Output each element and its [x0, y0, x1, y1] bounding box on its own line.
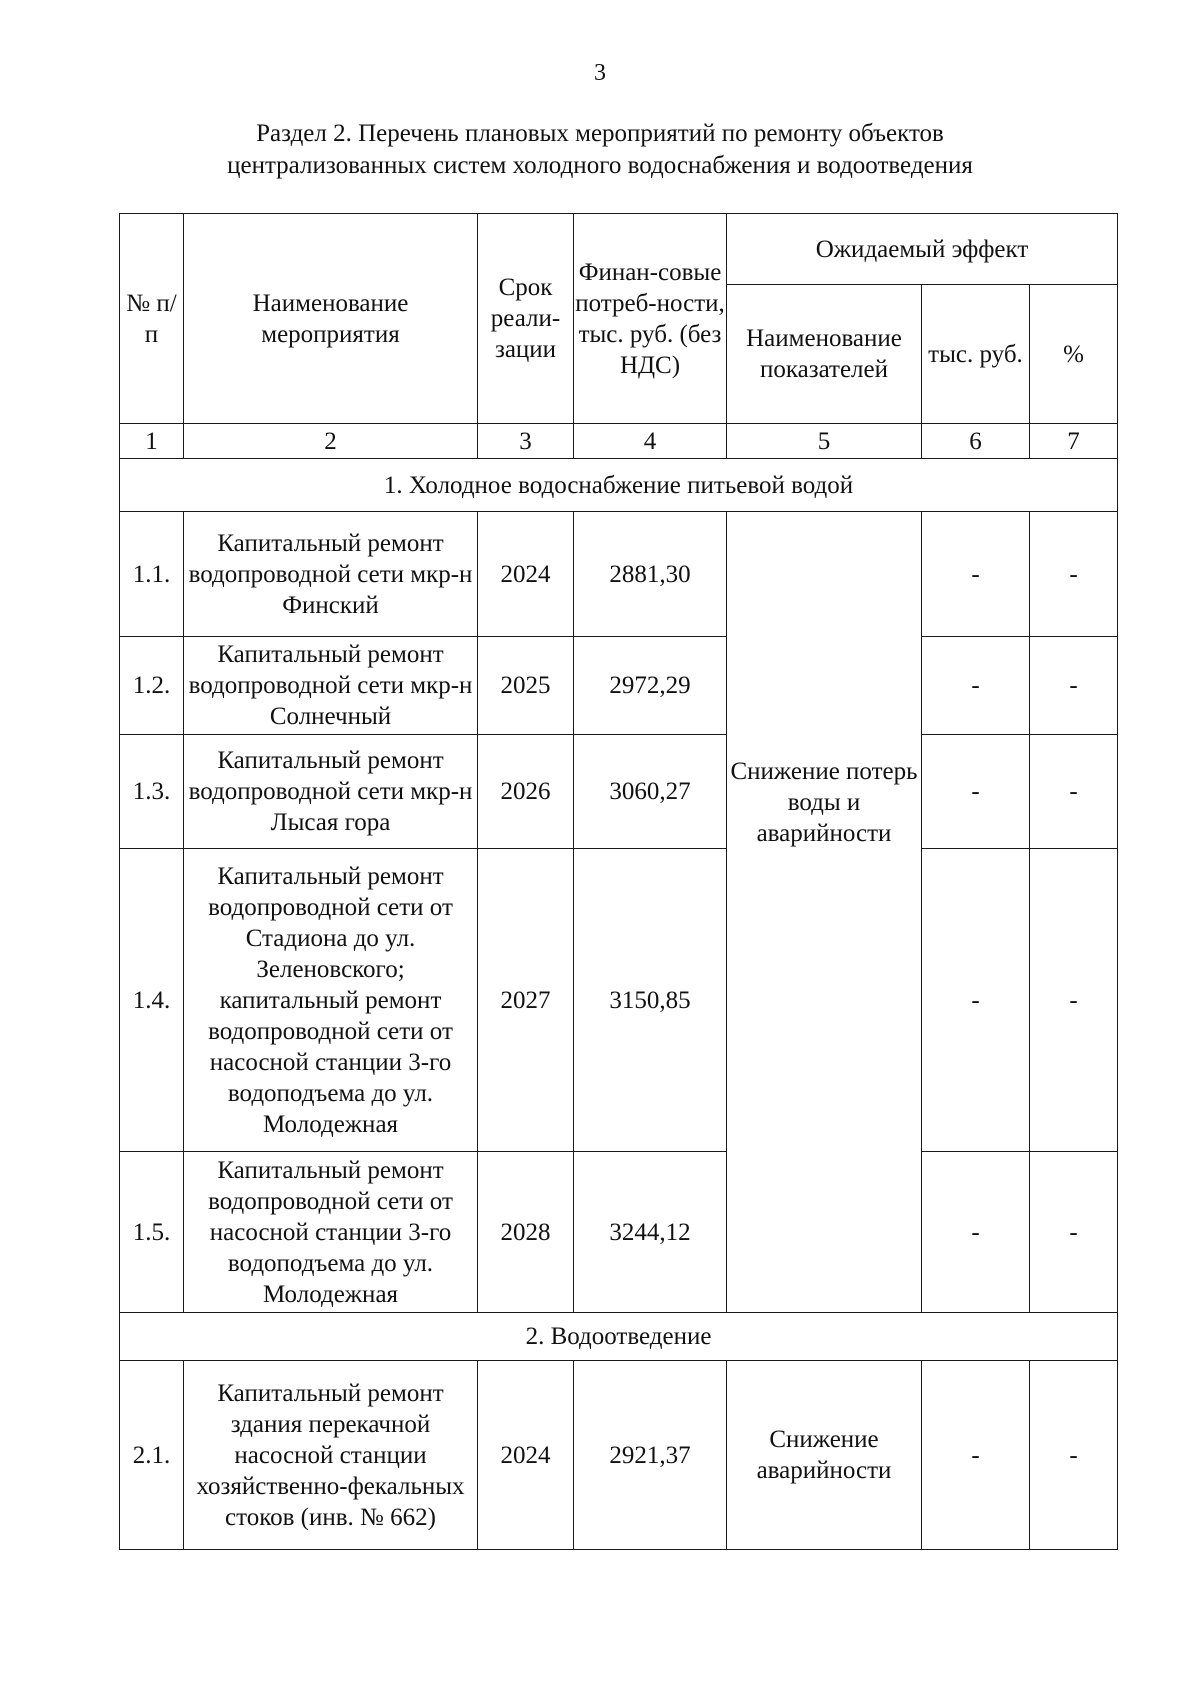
- row-thousand-rub: -: [922, 512, 1030, 637]
- row-name: Капитальный ремонт водопроводной сети от Стадиона до ул. Зеленовского; капитальный ремонт водопроводной сети от насосной станции 3-го водоподъема до ул. Молодежная: [184, 849, 478, 1152]
- col-number: 7: [1030, 424, 1118, 459]
- row-cost: 3150,85: [574, 849, 727, 1152]
- row-cost: 3060,27: [574, 735, 727, 849]
- section-heading-wastewater: 2. Водоотведение: [120, 1313, 1118, 1361]
- header-name: Наименование мероприятия: [184, 214, 478, 424]
- table-row: [120, 1152, 1118, 1313]
- row-num: 1.3.: [120, 735, 184, 849]
- header-indicator: Наименование показателей: [727, 285, 922, 424]
- table-row: [120, 512, 1118, 637]
- table-row: [120, 735, 1118, 849]
- row-num: 1.1.: [120, 512, 184, 637]
- row-thousand-rub: -: [922, 849, 1030, 1152]
- table-row: [120, 637, 1118, 735]
- row-percent: -: [1030, 637, 1118, 735]
- row-thousand-rub: -: [922, 1361, 1030, 1550]
- row-cost: 3244,12: [574, 1152, 727, 1313]
- section-title-line2: централизованных систем холодного водоснабжения и водоотведения: [227, 152, 973, 179]
- row-thousand-rub: -: [922, 1152, 1030, 1313]
- col-number: 4: [574, 424, 727, 459]
- header-thousand-rub: тыс. руб.: [922, 285, 1030, 424]
- effect-wastewater: Снижение аварийности: [727, 1361, 922, 1550]
- row-num: 1.4.: [120, 849, 184, 1152]
- row-year: 2026: [478, 735, 574, 849]
- row-year: 2024: [478, 1361, 574, 1550]
- row-year: 2025: [478, 637, 574, 735]
- row-percent: -: [1030, 849, 1118, 1152]
- row-year: 2024: [478, 512, 574, 637]
- row-name: Капитальный ремонт водопроводной сети от насосной станции 3-го водоподъема до ул. Молодежная: [184, 1152, 478, 1313]
- row-percent: -: [1030, 1361, 1118, 1550]
- section-heading-water-supply: 1. Холодное водоснабжение питьевой водой: [120, 459, 1118, 512]
- table-row: [120, 849, 1118, 1152]
- row-year: 2027: [478, 849, 574, 1152]
- col-number: 2: [184, 424, 478, 459]
- row-name: Капитальный ремонт водопроводной сети мкр-н Солнечный: [184, 637, 478, 735]
- row-percent: -: [1030, 512, 1118, 637]
- col-number: 5: [727, 424, 922, 459]
- row-cost: 2921,37: [574, 1361, 727, 1550]
- row-name: Капитальный ремонт здания перекачной насосной станции хозяйственно-фекальных стоков (инв. № 662): [184, 1361, 478, 1550]
- section-title-line1: Раздел 2. Перечень плановых мероприятий по ремонту объектов: [256, 120, 944, 147]
- row-percent: -: [1030, 735, 1118, 849]
- col-number: 6: [922, 424, 1030, 459]
- row-cost: 2972,29: [574, 637, 727, 735]
- col-number: 1: [120, 424, 184, 459]
- row-thousand-rub: -: [922, 735, 1030, 849]
- row-percent: -: [1030, 1152, 1118, 1313]
- header-term: Срок реали-зации: [478, 214, 574, 424]
- measures-table: [119, 213, 1118, 1550]
- row-name: Капитальный ремонт водопроводной сети мкр-н Лысая гора: [184, 735, 478, 849]
- table-row: [120, 1361, 1118, 1550]
- effect-water-supply: Снижение потерь воды и аварийности: [727, 512, 922, 1313]
- row-thousand-rub: -: [922, 637, 1030, 735]
- header-num: № п/п: [120, 214, 184, 424]
- row-num: 2.1.: [120, 1361, 184, 1550]
- row-cost: 2881,30: [574, 512, 727, 637]
- row-name: Капитальный ремонт водопроводной сети мкр-н Финский: [184, 512, 478, 637]
- row-num: 1.2.: [120, 637, 184, 735]
- header-finance: Финан-совые потреб-ности, тыс. руб. (без НДС): [574, 214, 727, 424]
- section-title: [0, 118, 1200, 182]
- row-num: 1.5.: [120, 1152, 184, 1313]
- row-year: 2028: [478, 1152, 574, 1313]
- header-percent: %: [1030, 285, 1118, 424]
- col-number: 3: [478, 424, 574, 459]
- header-effect: Ожидаемый эффект: [727, 214, 1118, 285]
- page-number: 3: [594, 60, 606, 86]
